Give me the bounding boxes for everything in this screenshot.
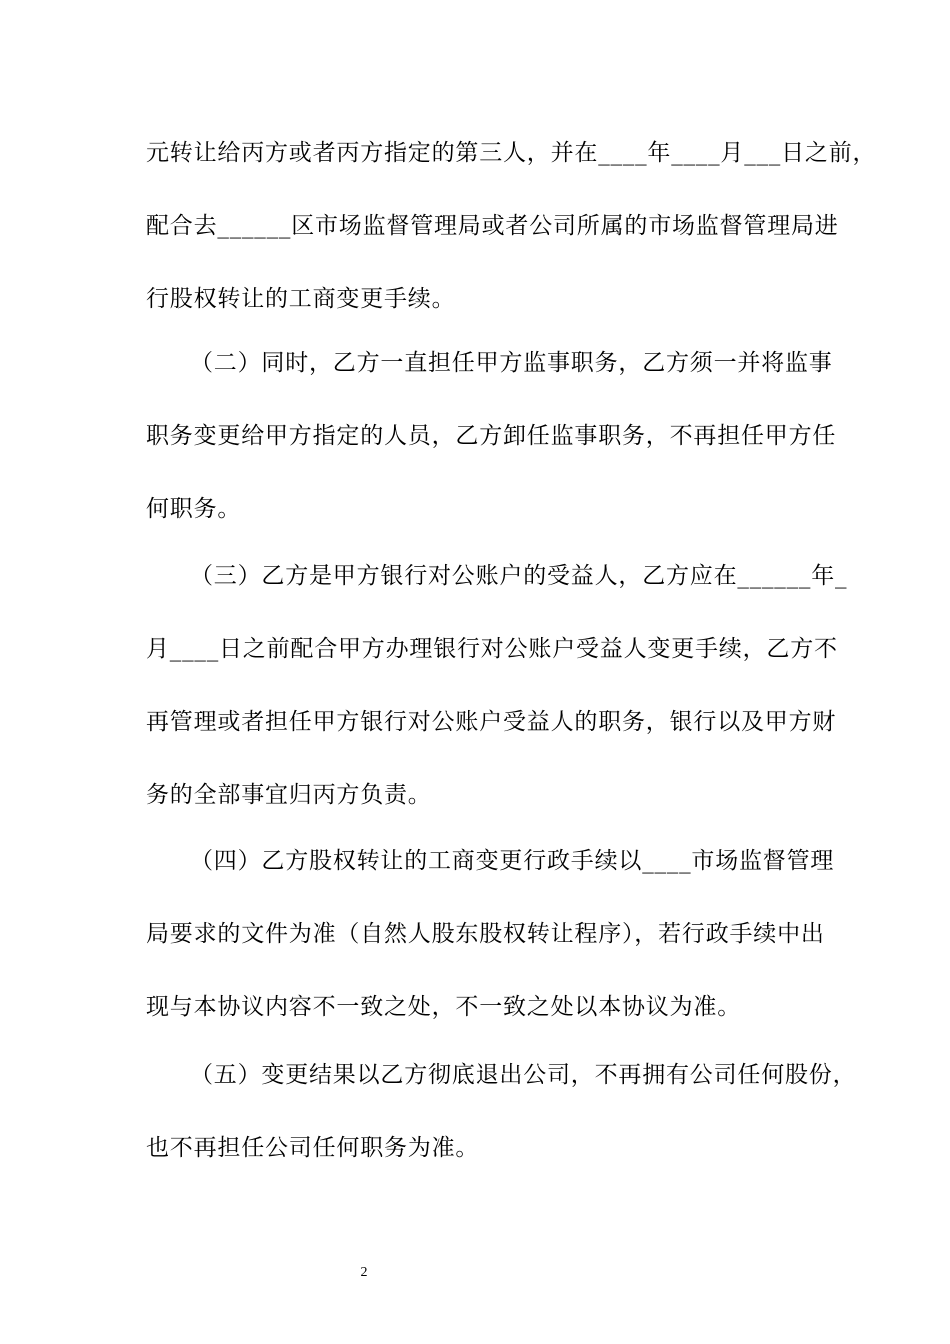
text-line: 也不再担任公司任何职务为准。	[146, 1135, 480, 1161]
text-line: 月____日之前配合甲方办理银行对公账户受益人变更手续，乙方不	[146, 636, 838, 662]
text-line: 配合去______区市场监督管理局或者公司所属的市场监督管理局进	[146, 213, 839, 239]
page-number: 2	[360, 1265, 368, 1280]
text-line: 行股权转让的工商变更手续。	[146, 286, 456, 312]
text-line: 何职务。	[146, 496, 242, 522]
text-line: 再管理或者担任甲方银行对公账户受益人的职务，银行以及甲方财	[146, 709, 837, 735]
text-line: 局要求的文件为准（自然人股东股权转让程序），若行政手续中出	[146, 921, 825, 947]
paragraph-start-line: （四）乙方股权转让的工商变更行政手续以____市场监督管理	[190, 848, 835, 874]
paragraph-start-line: （二）同时，乙方一直担任甲方监事职务，乙方须一并将监事	[190, 350, 833, 376]
text-line: 元转让给丙方或者丙方指定的第三人，并在____年____月___日之前，	[146, 140, 877, 166]
text-line: 现与本协议内容不一致之处，不一致之处以本协议为准。	[146, 994, 741, 1020]
paragraph-start-line: （三）乙方是甲方银行对公账户的受益人，乙方应在______年_	[190, 563, 848, 589]
paragraph-start-line: （五）变更结果以乙方彻底退出公司，不再拥有公司任何股份，	[190, 1062, 857, 1088]
text-line: 务的全部事宜归丙方负责。	[146, 782, 432, 808]
text-line: 职务变更给甲方指定的人员，乙方卸任监事职务，不再担任甲方任	[146, 423, 837, 449]
